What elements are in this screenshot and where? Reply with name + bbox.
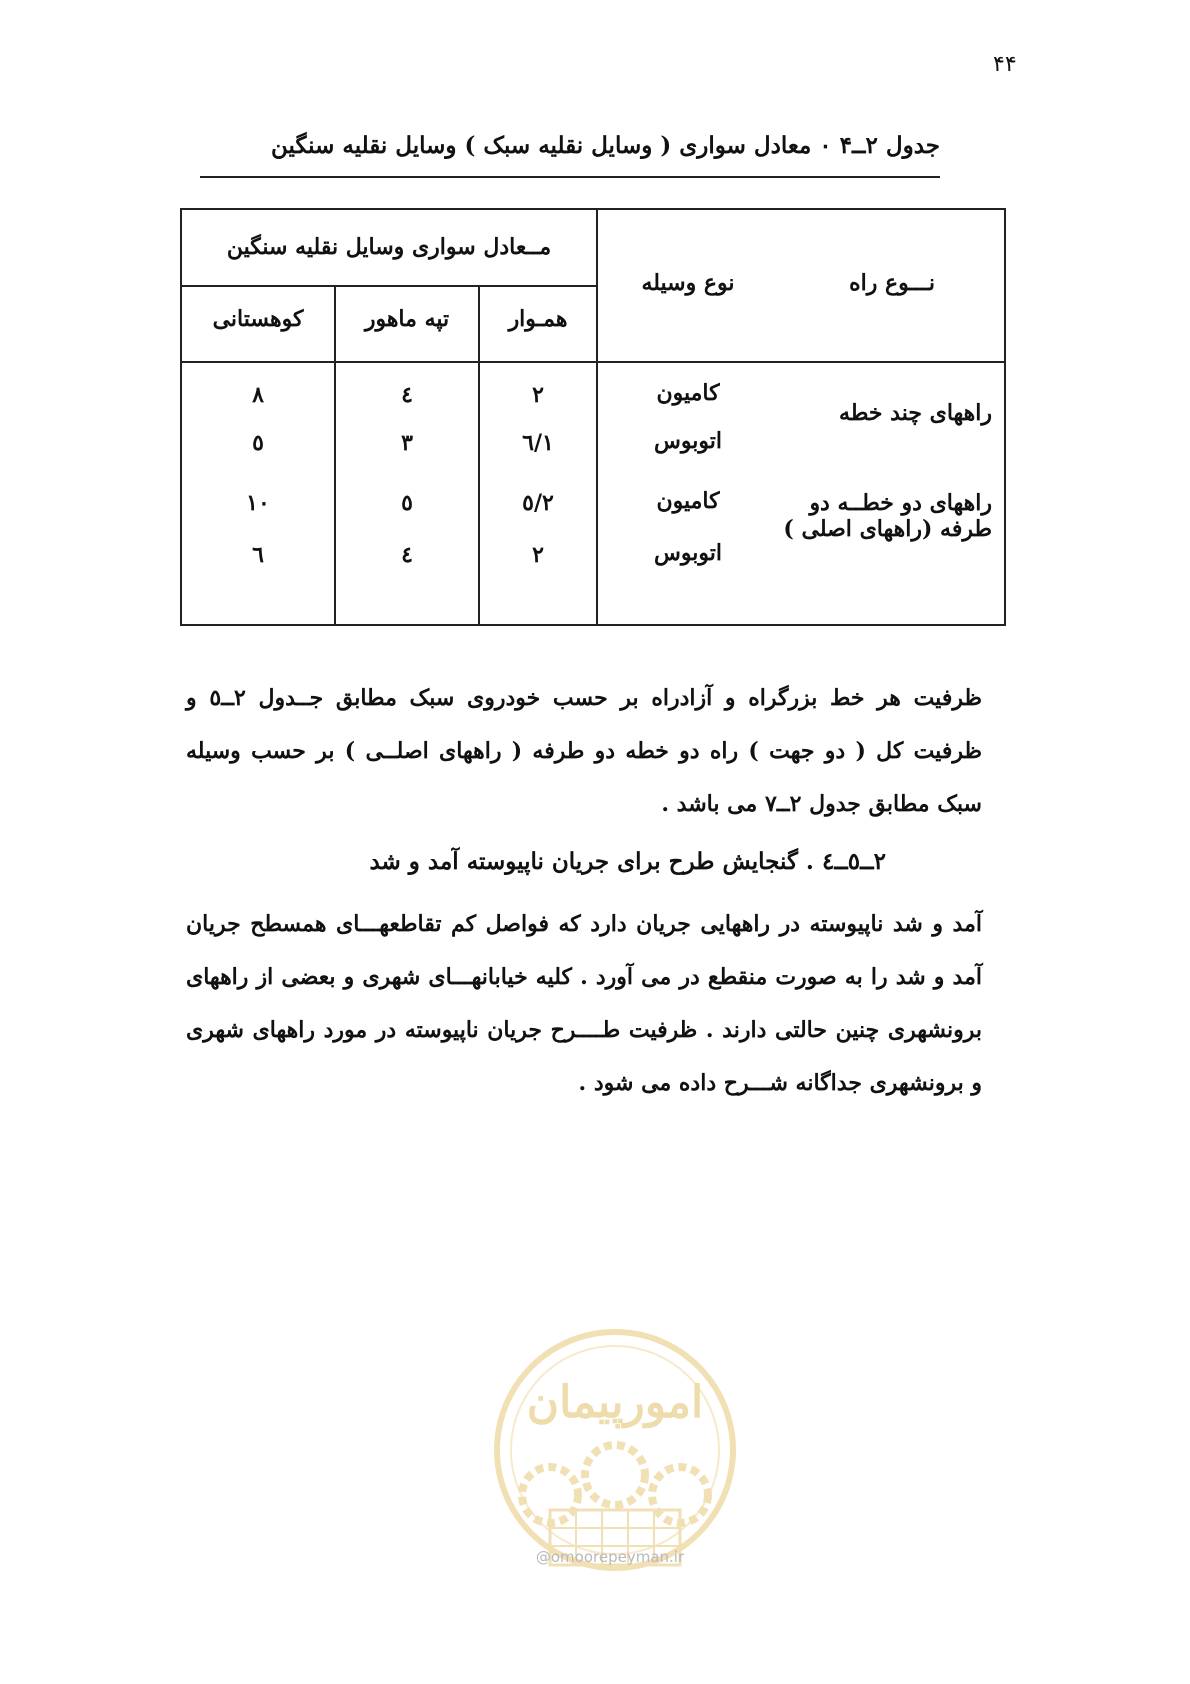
table-caption: جدول ۲ــ۴ ۰ معادل سواری ( وسایل نقلیه سبک ) وسایل نقلیه سنگین	[271, 132, 940, 159]
row-2-vehicle: اتوبوس	[654, 428, 722, 454]
row-4-mountain: ٦	[252, 542, 264, 568]
row-3-mountain: ۱۰	[246, 490, 270, 516]
row-1-road-type: راههای چند خطه	[839, 400, 992, 426]
equivalence-table	[180, 208, 1006, 626]
row-2-flat: ۱/٦	[522, 430, 554, 456]
row-1-vehicle: کامیون	[656, 380, 720, 406]
row-4-vehicle: اتوبوس	[654, 540, 722, 566]
caption-underline	[200, 176, 940, 178]
watermark-site: @omoorepeyman.ir	[535, 1548, 685, 1566]
page-number: ۴۴	[993, 52, 1017, 77]
header-terrain-mountain: کوهستانی	[212, 306, 304, 332]
section-title: ۲ــ٥ــ٤ . گنجایش طرح برای جریان ناپیوسته آمد و شد	[369, 848, 886, 875]
row-2-mountain: ٥	[252, 430, 264, 456]
row-3-road-type: راههای دو خطــه دو طرفه (راههای اصلی )	[783, 490, 992, 542]
paragraph-capacity: ظرفیت هر خط بزرگراه و آزادراه بر حسب خودروی سبک مطابق جــدول ۲ــ٥ و ظرفیت کل ( دو جهت ) راه دو خطه دو طرفه ( راههای اصلــی ) بر حسب وسیله سبک مطابق جدول ۲ــ۷ می باشد .	[186, 685, 982, 817]
row-4-flat: ۲	[532, 542, 544, 568]
watermark-logo-text: امورپیمان	[526, 1377, 704, 1428]
header-heavy-equivalent: مــعادل سواری وسایل نقلیه سنگین	[226, 234, 552, 260]
header-terrain-flat: همـوار	[508, 306, 568, 332]
row-2-rolling: ۳	[401, 430, 413, 456]
paragraph-interrupted-flow: آمد و شد ناپیوسته در راههایی جریان دارد که فواصل کم تقاطعهـــای همسطح جریان آمد و شد را به صورت منقطع در می آورد . کلیه خیابانهـــای شهری و بعضی از راههای برونشهری چنین حالتی دارند . ظرفیت طــــرح جریان ناپیوسته در مورد راههای شهری و برونشهری جداگانه شـــرح داده می شود .	[186, 911, 982, 1096]
header-terrain-rolling: تپه ماهور	[364, 306, 450, 332]
row-4-rolling: ٤	[401, 542, 413, 568]
header-vehicle-type: نوع وسیله	[641, 270, 735, 296]
row-1-mountain: ۸	[252, 382, 264, 408]
row-1-flat: ۲	[532, 382, 544, 408]
row-3-flat: ۲/٥	[522, 490, 554, 516]
table-header-line	[182, 361, 1004, 363]
header-road-type: نـــوع راه	[849, 270, 935, 296]
table-subheader-line	[182, 285, 598, 287]
row-3-vehicle: کامیون	[656, 488, 720, 514]
row-1-rolling: ٤	[401, 382, 413, 408]
row-3-rolling: ٥	[401, 490, 413, 516]
